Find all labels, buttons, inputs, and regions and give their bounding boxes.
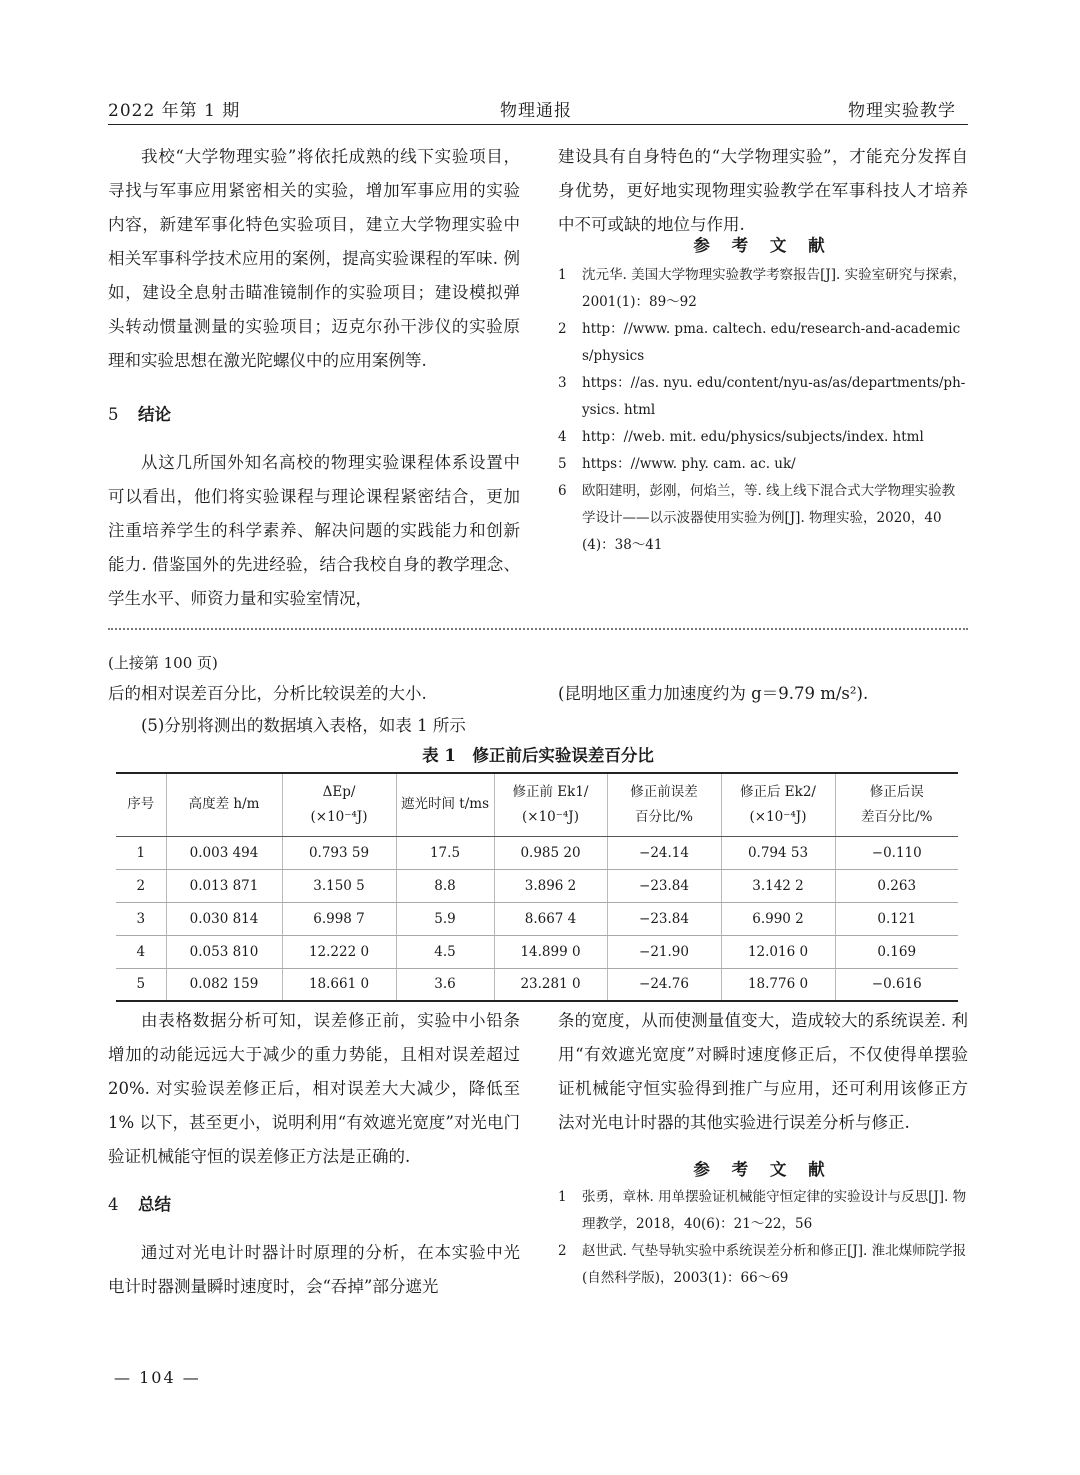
journal-issue: 2022 年第 1 期 bbox=[108, 101, 241, 121]
reference-number: 3 bbox=[558, 375, 567, 391]
error-table bbox=[116, 772, 958, 1002]
section-number: 5 bbox=[108, 405, 119, 424]
table-caption: 表 1 修正前后实验误差百分比 bbox=[422, 746, 654, 765]
article-divider bbox=[108, 628, 968, 630]
reference-item bbox=[558, 370, 968, 424]
section-label: 物理实验教学 bbox=[848, 101, 956, 121]
references-title: 参 考 文 献 bbox=[693, 1160, 833, 1179]
upper-right-column bbox=[558, 140, 968, 242]
section-title: 结论 bbox=[138, 405, 171, 424]
reference-number: 1 bbox=[558, 267, 567, 283]
table-cell: 1 bbox=[116, 836, 166, 869]
journal-name: 物理通报 bbox=[500, 101, 572, 121]
summary-continued: 条的宽度，从而使测量值变大，造成较大的系统误差. 利用“有效遮光宽度”对瞬时速度修正后，不仅使得单摆验证机械能守恒实验得到推广与应用，还可利用该修正方法对光电计时器的其他实验进行误差分析与修正. bbox=[558, 1011, 968, 1132]
gravity-note: (昆明地区重力加速度约为 g＝9.79 m/s²). bbox=[558, 684, 869, 703]
analysis-paragraph: 由表格数据分析可知，误差修正前，实验中小铅条增加的动能远远大于减少的重力势能，且相对误差超过 20%. 对实验误差修正后，相对误差大大减少，降低至 1% 以下，甚至更小，说明利用“有效遮光宽度”对光电门验证机械能守恒的误差修正方法是正确的. bbox=[108, 1011, 520, 1166]
header-ek1: 修正前 Ek1/ (×10⁻⁴J) bbox=[494, 773, 607, 836]
reference-number: 1 bbox=[558, 1189, 567, 1205]
header-time: 遮光时间 t/ms bbox=[396, 773, 494, 836]
header-error-before: 修正前误差 百分比/% bbox=[607, 773, 721, 836]
table-cell: 5 bbox=[116, 968, 166, 1001]
table-cell: 23.281 0 bbox=[494, 968, 607, 1001]
reference-text: 赵世武. 气垫导轨实验中系统误差分析和修正[J]. 淮北煤师院学报(自然科学版)，2003(1)：66～69 bbox=[582, 1243, 967, 1286]
header-height: 高度差 h/m bbox=[166, 773, 282, 836]
reference-link[interactable]: https：//as. nyu. edu/content/nyu-as/as/departments/ph-ysics. html bbox=[582, 375, 966, 418]
reference-text: 沈元华. 美国大学物理实验教学考察报告[J]. 实验室研究与探索，2001(1)：89～92 bbox=[582, 267, 967, 310]
conclusion-paragraph: 从这几所国外知名高校的物理实验课程体系设置中可以看出，他们将实验课程与理论课程紧密结合，更加注重培养学生的科学素养、解决问题的实践能力和创新能力. 借鉴国外的先进经验，结合我校自身的教学理念、学生水平、师资力量和实验室情况， bbox=[108, 453, 520, 608]
reference-link[interactable]: http：//www. pma. caltech. edu/research-and-academics/physics bbox=[582, 321, 961, 364]
reference-item bbox=[558, 1238, 968, 1292]
header-index: 序号 bbox=[116, 773, 166, 836]
table-cell: 12.222 0 bbox=[282, 935, 396, 968]
table-cell: 0.794 53 bbox=[721, 836, 835, 869]
table-cell: 0.003 494 bbox=[166, 836, 282, 869]
lower-left-line1: 后的相对误差百分比，分析比较误差的大小. bbox=[108, 684, 427, 703]
table-cell: 4 bbox=[116, 935, 166, 968]
section-heading-conclusion bbox=[108, 398, 520, 432]
table-cell: 3.150 5 bbox=[282, 869, 396, 902]
reference-link[interactable]: http：//web. mit. edu/physics/subjects/index. html bbox=[582, 429, 924, 445]
table-cell: 0.013 871 bbox=[166, 869, 282, 902]
reference-text: 张勇，章林. 用单摆验证机械能守恒定律的实验设计与反思[J]. 物理教学，2018，40(6)：21～22，56 bbox=[582, 1189, 967, 1232]
table-cell: 0.053 810 bbox=[166, 935, 282, 968]
table-cell: 0.030 814 bbox=[166, 902, 282, 935]
header-potential-energy: ΔEp/ (×10⁻⁴J) bbox=[282, 773, 396, 836]
section-title: 总结 bbox=[138, 1195, 171, 1214]
reference-item bbox=[558, 451, 968, 478]
table-cell: 3.142 2 bbox=[721, 869, 835, 902]
table-cell: −23.84 bbox=[607, 902, 721, 935]
lower-right-column bbox=[558, 1004, 968, 1140]
table-row bbox=[116, 968, 958, 1001]
summary-paragraph: 通过对光电计时器计时原理的分析，在本实验中光电计时器测量瞬时速度时，会“吞掉”部分遮光 bbox=[108, 1243, 520, 1296]
reference-number: 2 bbox=[558, 1243, 567, 1259]
table-row bbox=[116, 836, 958, 869]
table-cell: 3.6 bbox=[396, 968, 494, 1001]
table-cell: 18.661 0 bbox=[282, 968, 396, 1001]
conclusion-continued: 建设具有自身特色的“大学物理实验”，才能充分发挥自身优势，更好地实现物理实验教学在军事科技人才培养中不可或缺的地位与作用. bbox=[558, 147, 968, 234]
reference-number: 4 bbox=[558, 429, 567, 445]
reference-item bbox=[558, 424, 968, 451]
page-number: — 104 — bbox=[114, 1368, 201, 1387]
table-cell: 12.016 0 bbox=[721, 935, 835, 968]
table-cell: 3.896 2 bbox=[494, 869, 607, 902]
reference-item bbox=[558, 1184, 968, 1238]
section-heading-summary bbox=[108, 1188, 520, 1222]
table-cell: 0.082 159 bbox=[166, 968, 282, 1001]
table-cell: 17.5 bbox=[396, 836, 494, 869]
table-cell: 18.776 0 bbox=[721, 968, 835, 1001]
table-row bbox=[116, 869, 958, 902]
table-cell: 6.998 7 bbox=[282, 902, 396, 935]
table-cell: 6.990 2 bbox=[721, 902, 835, 935]
reference-number: 6 bbox=[558, 483, 567, 499]
references-title: 参 考 文 献 bbox=[693, 236, 833, 255]
reference-number: 2 bbox=[558, 321, 567, 337]
continued-note: (上接第 100 页) bbox=[108, 654, 218, 672]
table-cell: 8.8 bbox=[396, 869, 494, 902]
reference-item bbox=[558, 478, 968, 559]
header-rule bbox=[108, 124, 968, 125]
upper-left-column bbox=[108, 140, 520, 616]
table-cell: −0.110 bbox=[835, 836, 958, 869]
reference-item bbox=[558, 262, 968, 316]
table-cell: 5.9 bbox=[396, 902, 494, 935]
reference-number: 5 bbox=[558, 456, 567, 472]
table-cell: 8.667 4 bbox=[494, 902, 607, 935]
table-cell: 0.793 59 bbox=[282, 836, 396, 869]
reference-link[interactable]: https：//www. phy. cam. ac. uk/ bbox=[582, 456, 796, 472]
table-cell: 0.169 bbox=[835, 935, 958, 968]
table-cell: 2 bbox=[116, 869, 166, 902]
table-cell: −24.76 bbox=[607, 968, 721, 1001]
lower-left-line2: (5)分别将测出的数据填入表格，如表 1 所示 bbox=[141, 716, 466, 735]
header-ek2: 修正后 Ek2/ (×10⁻⁴J) bbox=[721, 773, 835, 836]
table-cell: 3 bbox=[116, 902, 166, 935]
table-row bbox=[116, 902, 958, 935]
table-cell: 0.121 bbox=[835, 902, 958, 935]
table-cell: −23.84 bbox=[607, 869, 721, 902]
section-number: 4 bbox=[108, 1195, 119, 1214]
header-error-after: 修正后误 差百分比/% bbox=[835, 773, 958, 836]
reference-text: 欧阳建明，彭刚，何焰兰，等. 线上线下混合式大学物理实验教学设计——以示波器使用实验为例[J]. 物理实验，2020，40(4)：38～41 bbox=[582, 483, 956, 553]
table-cell: 0.985 20 bbox=[494, 836, 607, 869]
table-header-row bbox=[116, 773, 958, 836]
table-cell: −21.90 bbox=[607, 935, 721, 968]
table-cell: 0.263 bbox=[835, 869, 958, 902]
reference-item bbox=[558, 316, 968, 370]
table-cell: 4.5 bbox=[396, 935, 494, 968]
military-paragraph: 我校“大学物理实验”将依托成熟的线下实验项目，寻找与军事应用紧密相关的实验，增加军事应用的实验内容，新建军事化特色实验项目，建立大学物理实验中相关军事科学技术应用的案例，提高实验课程的军味. 例如，建设全息射击瞄准镜制作的实验项目；建设模拟弹头转动惯量测量的实验项目；迈克尔孙干涉仪的实验原理和实验思想在激光陀螺仪中的应用案例等. bbox=[108, 147, 520, 370]
table-row bbox=[116, 935, 958, 968]
table-cell: −24.14 bbox=[607, 836, 721, 869]
table-cell: −0.616 bbox=[835, 968, 958, 1001]
lower-left-column bbox=[108, 1004, 520, 1304]
table-cell: 14.899 0 bbox=[494, 935, 607, 968]
